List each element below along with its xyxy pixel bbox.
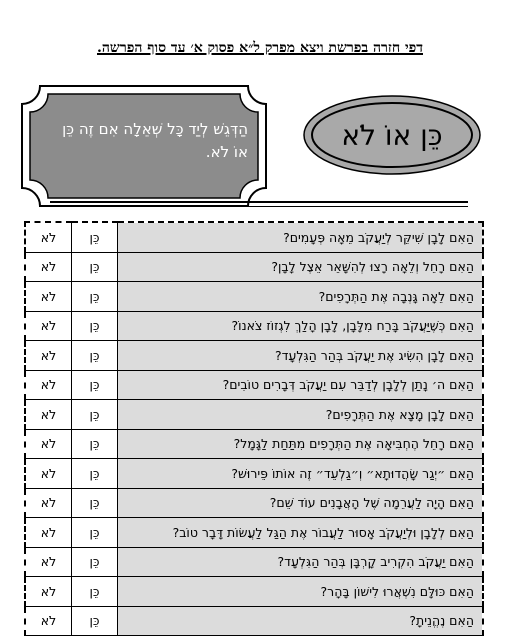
- question-text: הַאִם לְלָבָן וּלְיַעֲקֹב אָסוּר לַעֲבוֹר אֶת הַגַּל לַעֲשׂוֹת דָּבָר טוֹב?: [118, 518, 484, 548]
- answer-no-cell[interactable]: לֹא: [25, 606, 72, 636]
- answer-yes-cell[interactable]: כֵּן: [72, 370, 118, 400]
- question-text: הַאִם לָבָן הִשִּׂיג אֶת יַעֲקֹב בְּהַר הַגִּלְעָד?: [118, 341, 484, 371]
- answer-yes-cell[interactable]: כֵּן: [72, 400, 118, 430]
- answer-no-cell[interactable]: לֹא: [25, 370, 72, 400]
- question-text: הַאִם הָיָה לַעֲרֵמָה שֶׁל הָאֲבָנִים עוֹד שֵׁם?: [118, 488, 484, 518]
- question-text: הַאִם לֵאָה גָּנְבָה אֶת הַתְּרָפִים?: [118, 282, 484, 312]
- answer-no-cell[interactable]: לֹא: [25, 252, 72, 282]
- question-text: הַאִם לָבָן מָצָא אֶת הַתְּרָפִים?: [118, 400, 484, 430]
- answer-no-cell[interactable]: לֹא: [25, 282, 72, 312]
- answer-no-cell[interactable]: לֹא: [25, 459, 72, 489]
- answer-yes-cell[interactable]: כֵּן: [72, 459, 118, 489]
- question-text: הַאִם יַעֲקֹב הִקְרִיב קָרְבָּן בְּהַר הַגִּלְעָד?: [118, 547, 484, 577]
- answer-no-cell[interactable]: לֹא: [25, 488, 72, 518]
- question-row: [25, 282, 483, 312]
- answer-yes-cell[interactable]: כֵּן: [72, 547, 118, 577]
- question-row: [25, 252, 483, 282]
- answer-yes-cell[interactable]: כֵּן: [72, 222, 118, 252]
- badge-text: כֵּן אוֹ לֹא: [341, 118, 443, 152]
- instruction-box: [18, 82, 270, 210]
- answer-yes-cell[interactable]: כֵּן: [72, 488, 118, 518]
- question-row: [25, 311, 483, 341]
- question-row: [25, 429, 483, 459]
- question-row: [25, 606, 483, 636]
- question-text: הַאִם כְּשֶׁיַּעֲקֹב בָּרַח מִלָּבָן, לָבָן הָלַךְ לִגְזוֹז צֹאנוֹ?: [118, 311, 484, 341]
- yes-no-badge: [302, 94, 482, 176]
- question-text: הַאִם ״יְגַר שָׂהֲדוּתָא״ וְ״גַלְעֵד״ זֶה אוֹתוֹ פֵּירוּשׁ?: [118, 459, 484, 489]
- instruction-text: הַדְּגֵשׁ לְיַד כָּל שְׁאֵלָה אִם זֶה כֵּן אוֹ לֹא.: [62, 120, 248, 161]
- answer-no-cell[interactable]: לֹא: [25, 222, 72, 252]
- page-title: [40, 40, 480, 62]
- divider-thin: [50, 206, 468, 207]
- answer-no-cell[interactable]: לֹא: [25, 311, 72, 341]
- question-text: הַאִם רָחֵל וְלֵאָה רָצוּ לְהִשָּׁאֵר אֵצֶל לָבָן?: [118, 252, 484, 282]
- question-text: הַאִם לָבָן שִׁיקֵּר לְיַעֲקֹב מֵאָה פְּעָמִים?: [118, 222, 484, 252]
- question-row: [25, 400, 483, 430]
- answer-yes-cell[interactable]: כֵּן: [72, 606, 118, 636]
- divider-thick: [50, 201, 468, 203]
- question-text: הַאִם ה׳ נָתַן לְלָבָן לְדַבֵּר עִם יַעֲקֹב דְּבָרִים טוֹבִים?: [118, 370, 484, 400]
- answer-yes-cell[interactable]: כֵּן: [72, 311, 118, 341]
- answer-yes-cell[interactable]: כֵּן: [72, 577, 118, 607]
- answer-no-cell[interactable]: לֹא: [25, 547, 72, 577]
- question-text: הַאִם נֶהֱנֵיתָ?: [118, 606, 484, 636]
- answer-no-cell[interactable]: לֹא: [25, 341, 72, 371]
- answer-no-cell[interactable]: לֹא: [25, 518, 72, 548]
- question-row: [25, 370, 483, 400]
- questions-table: [24, 221, 484, 636]
- question-row: [25, 222, 483, 252]
- answer-yes-cell[interactable]: כֵּן: [72, 518, 118, 548]
- answer-no-cell[interactable]: לֹא: [25, 429, 72, 459]
- answer-no-cell[interactable]: לֹא: [25, 400, 72, 430]
- question-row: [25, 459, 483, 489]
- question-text: הַאִם רָחֵל הֶחְבִּיאָה אֶת הַתְּרָפִים מִתַּחַת לַגָּמָל?: [118, 429, 484, 459]
- question-row: [25, 488, 483, 518]
- answer-no-cell[interactable]: לֹא: [25, 577, 72, 607]
- question-row: [25, 341, 483, 371]
- answer-yes-cell[interactable]: כֵּן: [72, 429, 118, 459]
- question-row: [25, 577, 483, 607]
- question-text: הַאִם כּוּלָּם נִשְׁאֲרוּ לִישׁוֹן בָּהָר?: [118, 577, 484, 607]
- page-title-text: דפי חזרה בפרשת ויצא מפרק ל״א פסוק א׳ עד סוף הפרשה.: [97, 40, 423, 56]
- answer-yes-cell[interactable]: כֵּן: [72, 341, 118, 371]
- question-row: [25, 547, 483, 577]
- answer-yes-cell[interactable]: כֵּן: [72, 252, 118, 282]
- question-row: [25, 518, 483, 548]
- answer-yes-cell[interactable]: כֵּן: [72, 282, 118, 312]
